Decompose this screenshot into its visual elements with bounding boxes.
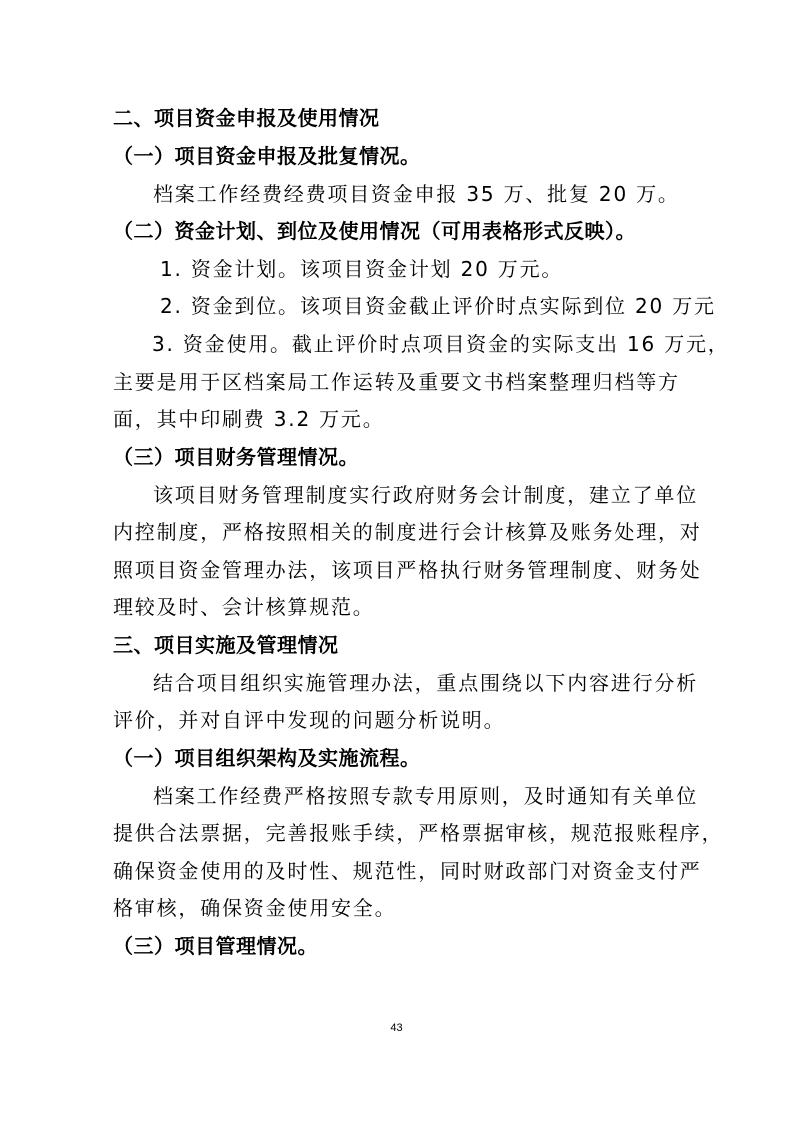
- paragraph-line: 理较及时、会计核算规范。: [113, 595, 375, 619]
- paragraph-line: 确保资金使用的及时性、规范性，同时财政部门对资金支付严: [113, 859, 702, 883]
- paragraph-line: 照项目资金管理办法，该项目严格执行财务管理制度、财务处: [113, 558, 702, 582]
- section-heading-implementation: 三、项目实施及管理情况: [113, 633, 339, 657]
- paragraph-line: 内控制度，严格按照相关的制度进行会计核算及账务处理，对: [113, 520, 702, 544]
- page-number: 43: [390, 1022, 403, 1034]
- list-item-plan: 1. 资金计划。该项目资金计划 20 万元。: [160, 257, 564, 281]
- paragraph-line: 主要是用于区档案局工作运转及重要文书档案整理归档等方: [113, 370, 680, 394]
- paragraph-line: 格审核，确保资金使用安全。: [113, 896, 397, 920]
- subheading-organization: （一）项目组织架构及实施流程。: [113, 746, 421, 770]
- list-item-arrival: 2. 资金到位。该项目资金截止评价时点实际到位 20 万元: [160, 294, 716, 318]
- paragraph-line: 该项目财务管理制度实行政府财务会计制度，建立了单位: [153, 483, 698, 507]
- paragraph-line: 结合项目组织实施管理办法，重点围绕以下内容进行分析: [153, 671, 698, 695]
- paragraph-line: 评价，并对自评中发现的问题分析说明。: [113, 708, 506, 732]
- subheading-financial-management: （三）项目财务管理情况。: [113, 445, 359, 469]
- list-item-usage: 3. 资金使用。截止评价时点项目资金的实际支出 16 万元，: [152, 332, 730, 356]
- paragraph-line: 提供合法票据，完善报账手续，严格票据审核，规范报账程序，: [113, 821, 724, 845]
- subheading-funds-application: （一）项目资金申报及批复情况。: [113, 144, 421, 168]
- paragraph-line: 档案工作经费严格按照专款专用原则，及时通知有关单位: [153, 784, 698, 808]
- section-heading-funds: 二、项目资金申报及使用情况: [113, 106, 380, 130]
- paragraph-line: 面，其中印刷费 3.2 万元。: [113, 407, 385, 431]
- subheading-funds-plan: （二）资金计划、到位及使用情况（可用表格形式反映）。: [113, 219, 636, 243]
- paragraph-line: 档案工作经费经费项目资金申报 35 万、批复 20 万。: [153, 182, 680, 206]
- subheading-project-management: （三）项目管理情况。: [113, 934, 318, 958]
